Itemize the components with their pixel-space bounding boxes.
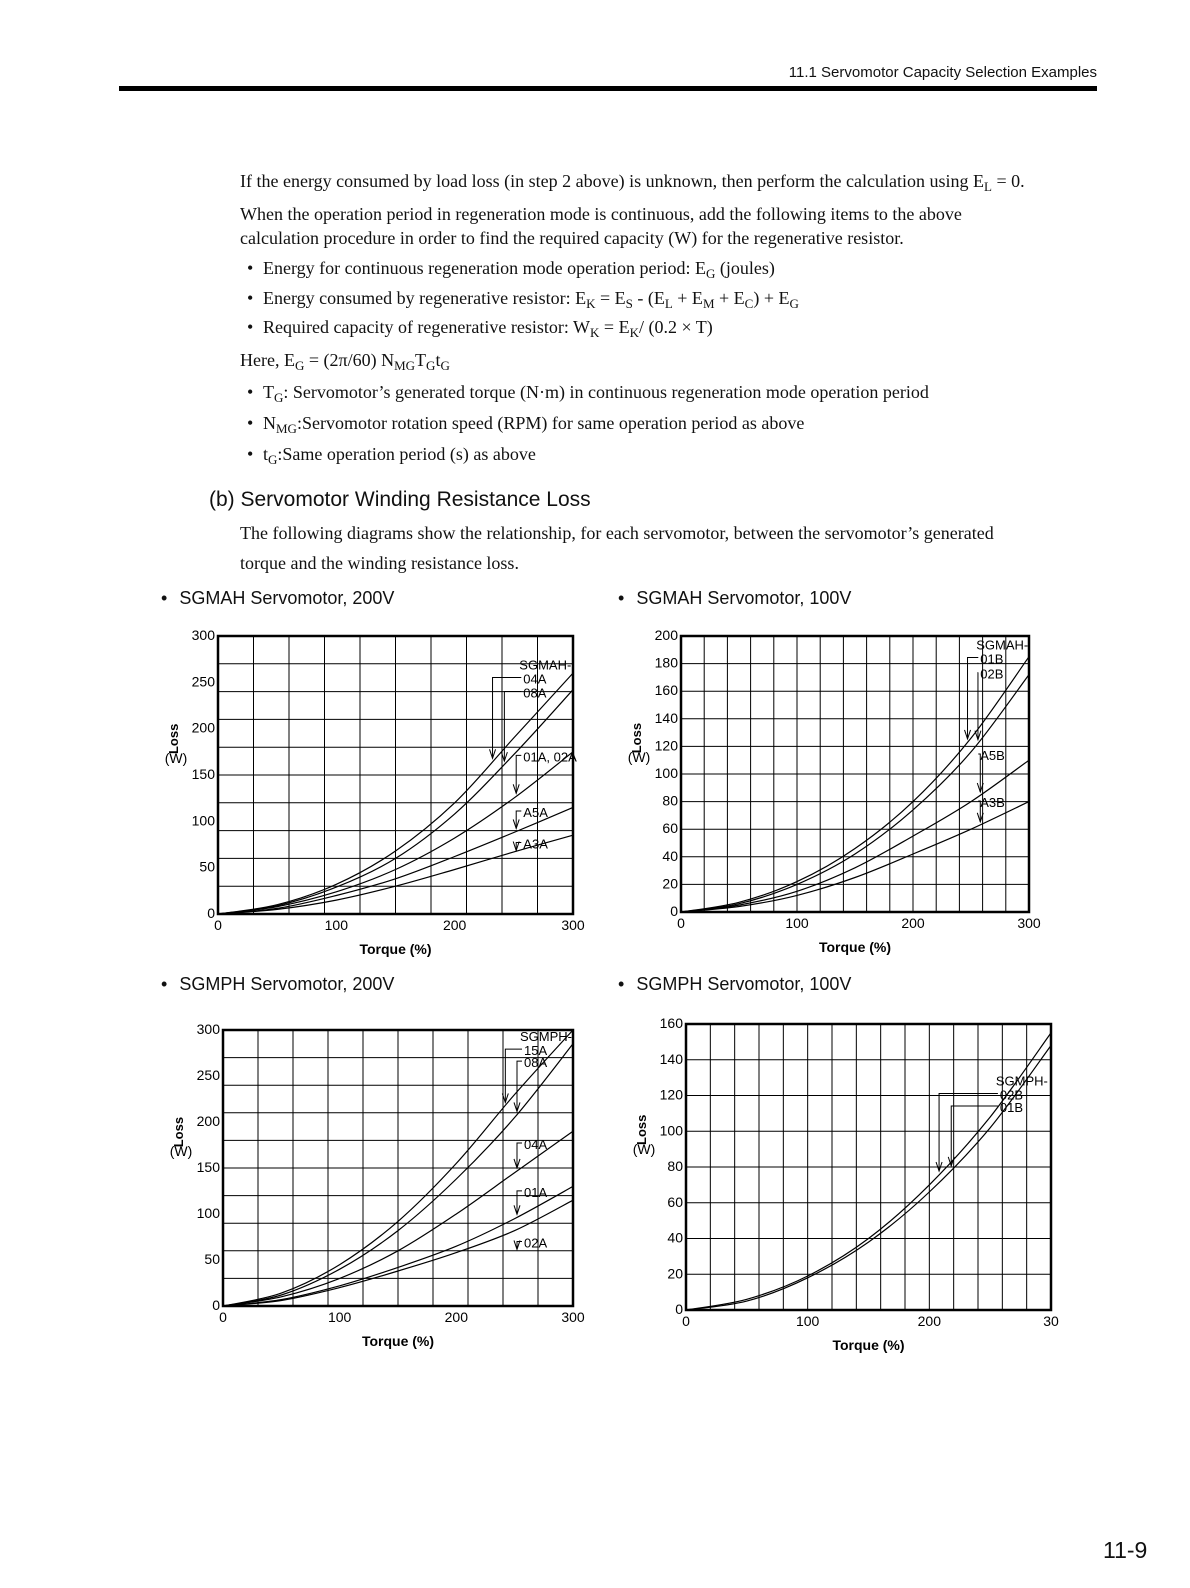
y-tick-label: 140	[659, 1050, 683, 1067]
x-tick-label: 100	[785, 915, 809, 931]
text-run: = 0.	[991, 171, 1025, 191]
section-heading: (b) Servomotor Winding Resistance Loss	[209, 488, 591, 511]
text-run: = (2π/60) N	[304, 350, 395, 370]
subscript: K	[586, 296, 596, 311]
x-tick-label: 0	[677, 915, 685, 931]
y-tick-label: 80	[667, 1158, 683, 1174]
y-axis-title: Loss	[166, 723, 181, 755]
x-axis-title: Torque (%)	[818, 939, 892, 955]
page-number: 11-9	[1103, 1537, 1148, 1563]
subscript: C	[744, 296, 754, 311]
subscript: G	[440, 358, 450, 373]
x-tick-label: 200	[442, 917, 467, 933]
y-tick-label: 0	[212, 1297, 220, 1313]
series-label-15a: 15A	[524, 1043, 548, 1059]
y-tick-label: 120	[659, 1086, 683, 1103]
subscript: MG	[276, 421, 297, 436]
y-tick-label: 40	[667, 1229, 683, 1246]
text-run: + E	[672, 288, 703, 308]
y-tick-label: 50	[204, 1251, 220, 1267]
series-group-label: SGMPH-	[995, 1073, 1048, 1089]
y-axis-unit: (W)	[627, 749, 651, 766]
paragraph-diagrams-line-2: torque and the winding resistance loss.	[240, 553, 519, 573]
y-axis-unit: (W)	[164, 749, 188, 766]
y-tick-label: 20	[662, 875, 678, 892]
series-label-a3b: A3B	[980, 794, 1005, 810]
series-label-a3a: A3A	[523, 836, 548, 852]
subscript: G	[294, 358, 305, 373]
text-run: : Servomotor’s generated torque (N·m) in continuous regeneration mode operation period	[283, 382, 929, 402]
x-tick-label: 200	[917, 1313, 942, 1329]
series-label-02b: 02B	[999, 1087, 1024, 1103]
y-tick-label: 200	[654, 627, 678, 643]
x-tick-label: 200	[444, 1309, 469, 1325]
text-run: T	[415, 350, 427, 370]
y-tick-label: 60	[662, 820, 678, 837]
y-tick-label: 100	[196, 1205, 220, 1221]
y-tick-label: 160	[654, 682, 678, 699]
subscript: G	[789, 296, 799, 311]
subscript: G	[706, 266, 716, 281]
series-label-01b: 01B	[980, 651, 1004, 667]
y-tick-label: 100	[654, 765, 678, 781]
y-tick-label: 200	[191, 719, 215, 736]
subscript: M	[702, 296, 715, 311]
y-tick-label: 140	[654, 709, 678, 726]
paragraph-diagrams-line-1: The following diagrams show the relationship, for each servomotor, between the servomotor’s generated	[240, 523, 994, 543]
series-label-a5a: A5A	[523, 804, 548, 820]
subscript: K	[629, 325, 639, 340]
text-run: T	[263, 382, 274, 402]
text-run: t	[263, 444, 269, 464]
y-tick-label: 120	[654, 737, 678, 754]
x-tick-label: 300	[561, 917, 585, 933]
y-axis-unit: (W)	[632, 1140, 656, 1157]
subscript: MG	[394, 358, 416, 373]
chart-title-sgmph-100v: • SGMPH Servomotor, 100V	[618, 974, 851, 995]
leader-line-02b	[939, 1094, 998, 1172]
series-group-label: SGMAH-	[519, 657, 572, 673]
y-axis-title: Loss	[629, 722, 644, 754]
y-axis-title: Loss	[634, 1114, 649, 1145]
y-axis-title: Loss	[171, 1116, 186, 1148]
series-label-02b: 02B	[980, 666, 1004, 682]
text-run: :Servomotor rotation speed (RPM) for same operation period as above	[296, 413, 805, 433]
y-tick-label: 50	[199, 858, 215, 875]
y-tick-label: 150	[196, 1159, 220, 1175]
x-tick-label: 300	[1017, 915, 1041, 931]
text-run: Energy consumed by regenerative resistor: E	[263, 288, 587, 308]
chart-title-sgmph-200v: • SGMPH Servomotor, 200V	[161, 974, 394, 995]
chart-title-sgmah-100v: • SGMAH Servomotor, 100V	[618, 588, 851, 609]
text-run: + E	[714, 288, 745, 308]
text-run: / (0.2 × T)	[638, 317, 713, 337]
y-tick-label: 80	[662, 792, 678, 809]
series-label-01a: 01A	[524, 1184, 548, 1200]
y-tick-label: 0	[207, 905, 215, 921]
y-tick-label: 60	[667, 1193, 683, 1210]
series-group-label: SGMAH-	[976, 637, 1029, 653]
x-tick-label: 0	[214, 917, 222, 933]
subscript: G	[268, 452, 278, 467]
y-axis-unit: (W)	[169, 1143, 193, 1160]
chart-title-sgmah-200v: • SGMAH Servomotor, 200V	[161, 588, 394, 609]
series-label-02a: 02A	[524, 1235, 548, 1251]
running-header: 11.1 Servomotor Capacity Selection Examples	[788, 64, 1097, 81]
x-axis-title: Torque (%)	[361, 1333, 435, 1349]
x-tick-label: 200	[901, 915, 925, 931]
text-run: = E	[595, 288, 626, 308]
x-tick-label: 300	[561, 1309, 585, 1325]
text-run: ) + E	[753, 288, 790, 308]
y-tick-label: 20	[667, 1265, 683, 1282]
y-tick-label: 250	[196, 1067, 220, 1083]
text-run: :Same operation period (s) as above	[277, 444, 536, 464]
text-run: (joules)	[715, 258, 775, 278]
y-tick-label: 180	[654, 654, 678, 671]
subscript: G	[274, 390, 284, 405]
series-label-01b: 01B	[999, 1100, 1024, 1116]
series-label-a5b: A5B	[980, 748, 1005, 764]
y-tick-label: 250	[191, 673, 215, 690]
x-axis-title: Torque (%)	[359, 941, 432, 957]
y-tick-label: 160	[659, 1015, 683, 1031]
x-tick-label: 100	[327, 1309, 352, 1325]
y-tick-label: 100	[659, 1122, 683, 1139]
text-run: Here, E	[240, 350, 295, 370]
subscript: K	[590, 325, 600, 340]
y-tick-label: 40	[662, 847, 678, 864]
y-tick-label: 150	[191, 766, 215, 782]
y-tick-label: 0	[670, 903, 678, 919]
text-run: - (E	[632, 288, 665, 308]
paragraph-regeneration-line-1: When the operation period in regeneration mode is continuous, add the following items to the above	[240, 204, 962, 224]
subscript: L	[984, 179, 992, 194]
text-run: = E	[599, 317, 630, 337]
series-label-04a: 04A	[524, 1137, 548, 1152]
text-run: N	[263, 413, 276, 433]
series-label-01a-02a: 01A, 02A	[523, 749, 577, 765]
x-tick-label: 0	[219, 1309, 227, 1325]
x-tick-label: 100	[324, 917, 349, 933]
text-run: t	[435, 350, 441, 370]
y-tick-label: 0	[675, 1301, 683, 1317]
text-run: If the energy consumed by load loss (in step 2 above) is unknown, then perform the calculation using E	[240, 171, 984, 191]
paragraph-regeneration-line-2: calculation procedure in order to find the required capacity (W) for the regenerative resistor.	[240, 228, 904, 248]
series-group-label: SGMPH-	[520, 1029, 572, 1045]
series-label-08a: 08A	[523, 685, 547, 701]
subscript: S	[625, 296, 633, 311]
x-tick-label: 0	[682, 1313, 690, 1329]
series-label-08a: 08A	[524, 1055, 548, 1071]
y-tick-label: 300	[191, 627, 215, 643]
y-tick-label: 300	[196, 1021, 220, 1037]
x-tick-label: 100	[795, 1313, 820, 1329]
series-label-04a: 04A	[523, 671, 547, 687]
text-run: Energy for continuous regeneration mode operation period: E	[263, 258, 707, 278]
x-tick-label: 30	[1043, 1313, 1059, 1329]
y-tick-label: 100	[191, 812, 215, 829]
x-axis-title: Torque (%)	[832, 1337, 905, 1353]
subscript: G	[426, 358, 436, 373]
text-run: Required capacity of regenerative resistor: W	[263, 317, 591, 337]
y-tick-label: 200	[196, 1113, 220, 1129]
subscript: L	[664, 296, 673, 311]
